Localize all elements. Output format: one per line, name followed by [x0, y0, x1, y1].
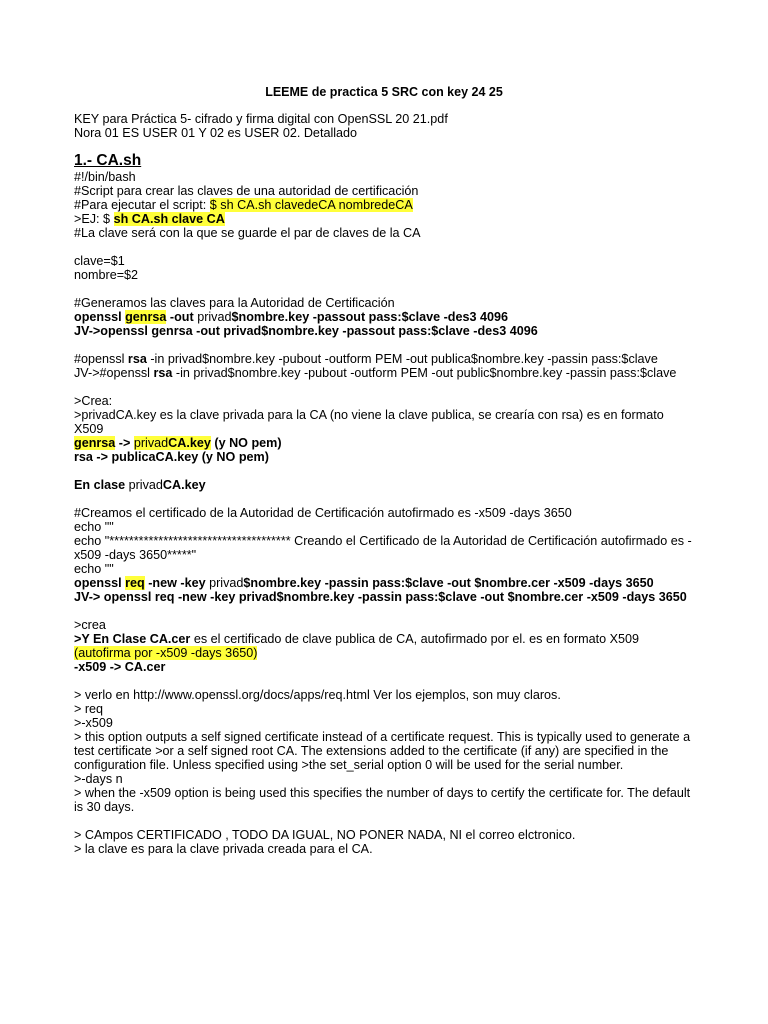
en-clase-part: privad — [128, 478, 163, 492]
req-highlight: req — [125, 576, 145, 590]
genrsa-highlight: genrsa — [74, 436, 116, 450]
spacer — [74, 240, 694, 254]
verlo-line: > verlo en http://www.openssl.org/docs/apps/req.html Ver los ejemplos, son muy claros. — [74, 688, 561, 702]
var-clave: clave=$1 — [74, 254, 125, 268]
example-prefix: >EJ: $ — [74, 212, 114, 226]
x509-option: >-x509 — [74, 716, 113, 730]
spacer — [74, 282, 694, 296]
echo-line-3: echo "" — [74, 562, 114, 576]
req-option: > req — [74, 702, 104, 716]
spacer — [74, 604, 694, 618]
echo-line-2: echo "************************************* Creando el Certificado de la Autoridad de Certificación autofirmado es -x509 -days 3650*****" — [74, 534, 692, 562]
ca-cer-part: >Y En Clase CA.cer — [74, 632, 191, 646]
ca-cer-part: es el certificado de clave publica de CA, autofirmado por el. es en formato X509 — [190, 632, 640, 646]
cmd-part: rsa — [153, 366, 173, 380]
generate-comment: #Generamos las claves para la Autoridad de Certificación — [74, 296, 395, 310]
days-description: > when the -x509 option is being used this specifies the number of days to certify the certificate for. The default is 30 days. — [74, 786, 691, 814]
genrsa-command — [74, 310, 694, 324]
cmd-part: openssl — [74, 576, 126, 590]
echo-line-1: echo "" — [74, 520, 114, 534]
cmd-part: -out — [166, 310, 198, 324]
privad-highlight: privad — [133, 436, 169, 450]
cmd-part: JV->#openssl — [74, 366, 154, 380]
arrow-text: -> — [115, 436, 134, 450]
spacer — [74, 814, 694, 828]
run-instruction — [74, 198, 694, 212]
x509-description: > this option outputs a self signed certificate instead of a certificate request. This is typically used to generate a test certificate >or a self signed root CA. The extensions added to the certificate (if any) are specified in the configuration file. Unless specified using >the set_serial option 0 will be used for the serial number. — [74, 730, 691, 772]
crea-label: >Crea: — [74, 394, 113, 408]
run-prefix: #Para ejecutar el script: — [74, 198, 210, 212]
cert-comment: #Creamos el certificado de la Autoridad de Certificación autofirmado es -x509 -days 3650 — [74, 506, 572, 520]
crea2-label: >crea — [74, 618, 106, 632]
cmd-part: privad — [209, 576, 244, 590]
en-clase-part: En clase — [74, 478, 129, 492]
spacer — [74, 338, 694, 352]
spacer — [74, 140, 694, 150]
example-command-highlight: sh CA.sh clave CA — [113, 212, 225, 226]
spacer — [74, 674, 694, 688]
rsa-command-jv — [74, 366, 694, 380]
spacer — [74, 492, 694, 506]
section-heading: 1.- CA.sh — [74, 152, 142, 169]
script-comment: #Script para crear las claves de una autoridad de certificación — [74, 184, 419, 198]
req-command-jv: JV-> openssl req -new -key privad$nombre.key -passin pass:$clave -out $nombre.cer -x509 -days 3650 — [74, 590, 687, 604]
req-command — [74, 576, 694, 590]
autofirma-highlight: (autofirma por -x509 -days 3650) — [74, 646, 258, 660]
shebang-line: #!/bin/bash — [74, 170, 136, 184]
document-body — [74, 112, 694, 856]
x509-result-line: -x509 -> CA.cer — [74, 660, 166, 674]
cmd-part: $nombre.key -passin pass:$clave -out $nombre.cer -x509 -days 3650 — [243, 576, 654, 590]
en-clase-line — [74, 478, 694, 492]
intro-line-2: Nora 01 ES USER 01 Y 02 es USER 02. Detallado — [74, 126, 358, 140]
cmd-part: #openssl — [74, 352, 128, 366]
var-nombre: nombre=$2 — [74, 268, 139, 282]
cmd-part: $nombre.key -passout pass:$clave -des3 4096 — [231, 310, 509, 324]
example-line — [74, 212, 694, 226]
no-pem-text: (y NO pem) — [210, 436, 282, 450]
run-command-highlight: $ sh CA.sh clavedeCA nombredeCA — [209, 198, 413, 212]
days-option: >-days n — [74, 772, 123, 786]
cmd-part: privad — [197, 310, 232, 324]
cakey-highlight: CA.key — [168, 436, 211, 450]
ca-cer-description — [74, 632, 694, 660]
campos-line: > CAmpos CERTIFICADO , TODO DA IGUAL, NO PONER NADA, NI el correo elctronico. — [74, 828, 576, 842]
clave-privada-line: > la clave es para la clave privada creada para el CA. — [74, 842, 373, 856]
spacer — [74, 380, 694, 394]
intro-line-1: KEY para Práctica 5- cifrado y firma digital con OpenSSL 20 21.pdf — [74, 112, 448, 126]
document-title: LEEME de practica 5 SRC con key 24 25 — [265, 85, 503, 99]
genrsa-command-jv: JV->openssl genrsa -out privad$nombre.key -passout pass:$clave -des3 4096 — [74, 324, 538, 338]
genrsa-highlight: genrsa — [125, 310, 167, 324]
key-comment: #La clave será con la que se guarde el par de claves de la CA — [74, 226, 421, 240]
genrsa-result-line — [74, 436, 694, 450]
rsa-result-line: rsa -> publicaCA.key (y NO pem) — [74, 450, 269, 464]
cmd-part: openssl — [74, 310, 126, 324]
cmd-part: -in privad$nombre.key -pubout -outform PEM -out publica$nombre.key -passin pass:$clave — [146, 352, 658, 366]
cmd-part: -in privad$nombre.key -pubout -outform PEM -out public$nombre.key -passin pass:$clave — [172, 366, 677, 380]
en-clase-part: CA.key — [162, 478, 206, 492]
crea-description: >privadCA.key es la clave privada para la CA (no viene la clave publica, se crearía con rsa) es en formato X509 — [74, 408, 664, 436]
rsa-command — [74, 352, 694, 366]
spacer — [74, 464, 694, 478]
cmd-part: rsa — [127, 352, 147, 366]
cmd-part: -new -key — [144, 576, 210, 590]
